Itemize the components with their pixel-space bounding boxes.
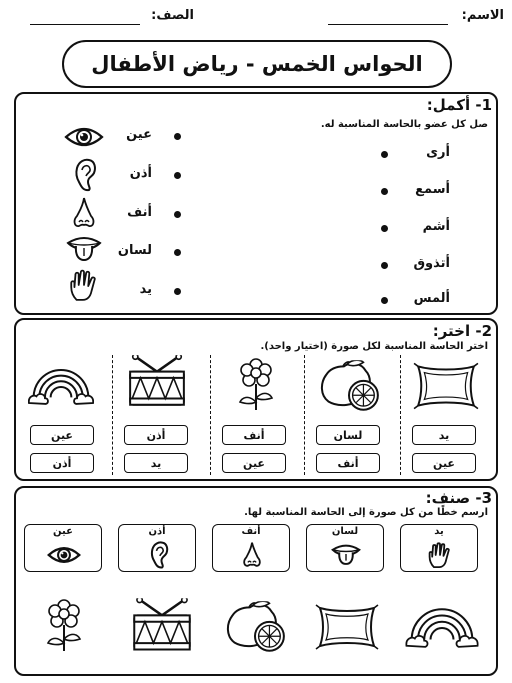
sense-label-smell: أشم (422, 219, 450, 234)
pillow-icon[interactable] (312, 602, 382, 652)
sense-dot-hear[interactable] (381, 188, 388, 195)
choice-drum-1[interactable]: أذن (124, 425, 188, 445)
ear-icon (72, 158, 98, 192)
pillow-icon (412, 360, 480, 412)
class-label: الصف: (151, 8, 194, 23)
tongue-icon (331, 543, 361, 565)
nose-icon (70, 196, 98, 230)
section3-heading: 3- صنف: (425, 489, 492, 507)
lemon-icon[interactable] (222, 600, 288, 654)
name-input-line[interactable] (328, 24, 448, 25)
eye-icon (47, 544, 81, 566)
sense-label-see: أرى (426, 145, 450, 160)
organ-label-tongue: لسان (117, 243, 152, 258)
organ-label-hand: يد (139, 282, 152, 297)
sense-card-hand[interactable] (400, 524, 478, 572)
column-divider (210, 355, 211, 475)
flower-icon[interactable] (44, 596, 84, 656)
sense-card-label: أذن (148, 526, 166, 537)
sense-label-taste: أتذوق (413, 256, 450, 271)
nose-icon (241, 541, 263, 569)
sense-card-tongue[interactable] (306, 524, 384, 572)
choice-lemon-1[interactable]: لسان (316, 425, 380, 445)
lemon-icon (316, 360, 382, 412)
rainbow-icon (28, 364, 94, 408)
sense-dot-smell[interactable] (381, 225, 388, 232)
rainbow-icon[interactable] (404, 604, 480, 650)
choice-rainbow-1[interactable]: عين (30, 425, 94, 445)
section2-instruction: اختر الحاسة المناسبة لكل صورة (اختيار واحد). (260, 341, 488, 352)
name-label: الاسم: (461, 8, 504, 23)
organ-label-ear: أذن (129, 166, 152, 181)
sense-card-label: لسان (331, 526, 359, 537)
column-divider (400, 355, 401, 475)
column-divider (112, 355, 113, 475)
flower-icon (236, 358, 276, 412)
organ-dot-ear[interactable] (174, 172, 181, 179)
organ-dot-tongue[interactable] (174, 249, 181, 256)
choice-lemon-2[interactable]: أنف (316, 453, 380, 473)
organ-dot-eye[interactable] (174, 133, 181, 140)
organ-label-nose: أنف (127, 205, 152, 220)
ear-icon (149, 541, 169, 569)
sense-card-eye[interactable] (24, 524, 102, 572)
choice-rainbow-2[interactable]: أذن (30, 453, 94, 473)
hand-icon (427, 541, 453, 569)
drum-icon[interactable] (130, 596, 194, 656)
choice-drum-2[interactable]: يد (124, 453, 188, 473)
organ-dot-nose[interactable] (174, 211, 181, 218)
choice-pillow-1[interactable]: يد (412, 425, 476, 445)
sense-dot-taste[interactable] (381, 262, 388, 269)
choice-flower-2[interactable]: عين (222, 453, 286, 473)
column-divider (304, 355, 305, 475)
sense-dot-see[interactable] (381, 151, 388, 158)
section1-instruction: صل كل عضو بالحاسة المناسبة له. (320, 119, 488, 130)
sense-label-touch: ألمس (413, 291, 450, 306)
class-input-line[interactable] (30, 24, 140, 25)
drum-icon (126, 354, 188, 410)
page-title: الحواس الخمس - رياض الأطفال (62, 40, 452, 88)
sense-card-label: يد (434, 526, 444, 537)
sense-label-hear: أسمع (415, 182, 450, 197)
organ-dot-hand[interactable] (174, 288, 181, 295)
choice-pillow-2[interactable]: عين (412, 453, 476, 473)
sense-card-ear[interactable] (118, 524, 196, 572)
choice-flower-1[interactable]: أنف (222, 425, 286, 445)
section3-instruction: ارسم خطًا من كل صورة إلى الحاسة المناسبة لها. (244, 507, 488, 518)
sense-card-label: أنف (241, 526, 261, 537)
section1-heading: 1- أكمل: (426, 96, 492, 114)
organ-label-eye: عين (126, 127, 152, 142)
sense-card-nose[interactable] (212, 524, 290, 572)
sense-card-label: عين (53, 526, 73, 537)
sense-dot-touch[interactable] (381, 297, 388, 304)
section2-heading: 2- اختر: (432, 322, 492, 340)
